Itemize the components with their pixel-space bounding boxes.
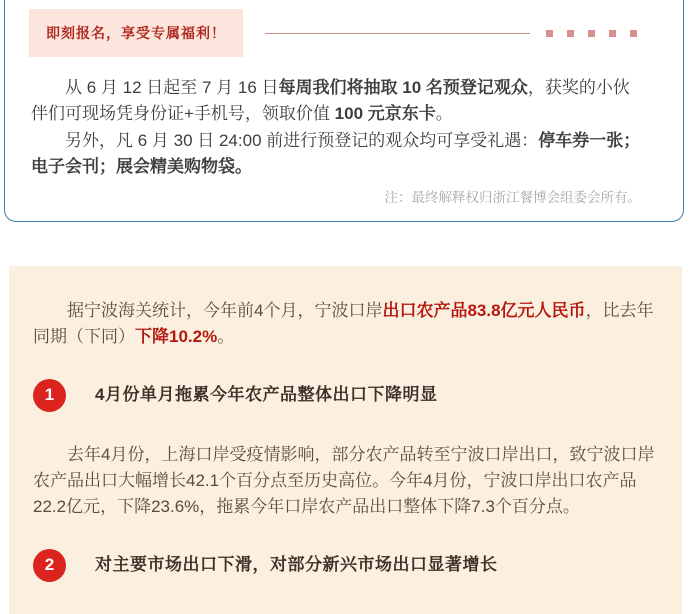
promo-note: 注：最终解释权归浙江餐博会组委会所有。	[384, 190, 641, 206]
text-segment-bold: 每周我们将抽取 10 名预登记观众	[278, 78, 528, 97]
square-icon	[546, 30, 553, 37]
item-heading-text: 4月份单月拖累今年农产品整体出口下降明显	[95, 385, 438, 405]
text-segment-bold: 100 元京东卡	[334, 104, 436, 124]
promo-paragraph-1	[31, 75, 641, 128]
squares-decoration	[546, 30, 637, 37]
report-intro	[33, 298, 658, 351]
text-segment: ，获奖的小伙伴们可现场凭身份证+手机号，领取价值	[31, 78, 630, 124]
text-segment: 另外，凡 6 月 30 日 24:00 前进行预登记的观众均可享受礼遇：	[65, 130, 539, 150]
promo-header	[29, 9, 683, 57]
number-badge-icon: 1	[33, 379, 66, 412]
promo-body	[5, 57, 683, 209]
text-segment-red: 下降10.2%	[135, 327, 218, 347]
text-segment: 据宁波海关统计，今年前4个月，宁波口岸	[67, 301, 383, 320]
promo-paragraph-2	[31, 128, 641, 181]
divider-line-decoration	[265, 33, 530, 34]
promo-label: 即刻报名，享受专属福利！	[29, 9, 243, 57]
square-icon	[588, 30, 595, 37]
square-icon	[609, 30, 616, 37]
square-icon	[567, 30, 574, 37]
report-section	[9, 266, 682, 614]
text-segment: 。	[435, 104, 453, 124]
square-icon	[630, 30, 637, 37]
text-segment-red: 出口农产品83.8亿元人民币	[382, 301, 586, 320]
item-heading-text: 对主要市场出口下滑，对部分新兴市场出口显著增长	[95, 555, 498, 575]
text-segment-bold: 停车券一张；电子会刊；展会精美购物袋。	[31, 130, 641, 177]
report-item-1-body: 去年4月份，上海口岸受疫情影响，部分农产品转至宁波口岸出口，致宁波口岸农产品出口大幅增长42.1个百分点至历史高位。今年4月份，宁波口岸出口农产品22.2亿元，下降23.6%，拖累今年口岸农产品出口整体下降7.3个百分点。	[33, 444, 655, 517]
report-item-2-heading	[33, 549, 658, 582]
number-badge-icon: 2	[33, 549, 66, 582]
text-segment: ，比去年同期（下同）	[33, 301, 654, 347]
text-segment: 。	[217, 327, 235, 347]
promo-card	[4, 0, 684, 222]
text-segment: 从 6 月 12 日起至 7 月 16 日	[65, 78, 279, 97]
report-item-1-heading	[33, 379, 658, 412]
